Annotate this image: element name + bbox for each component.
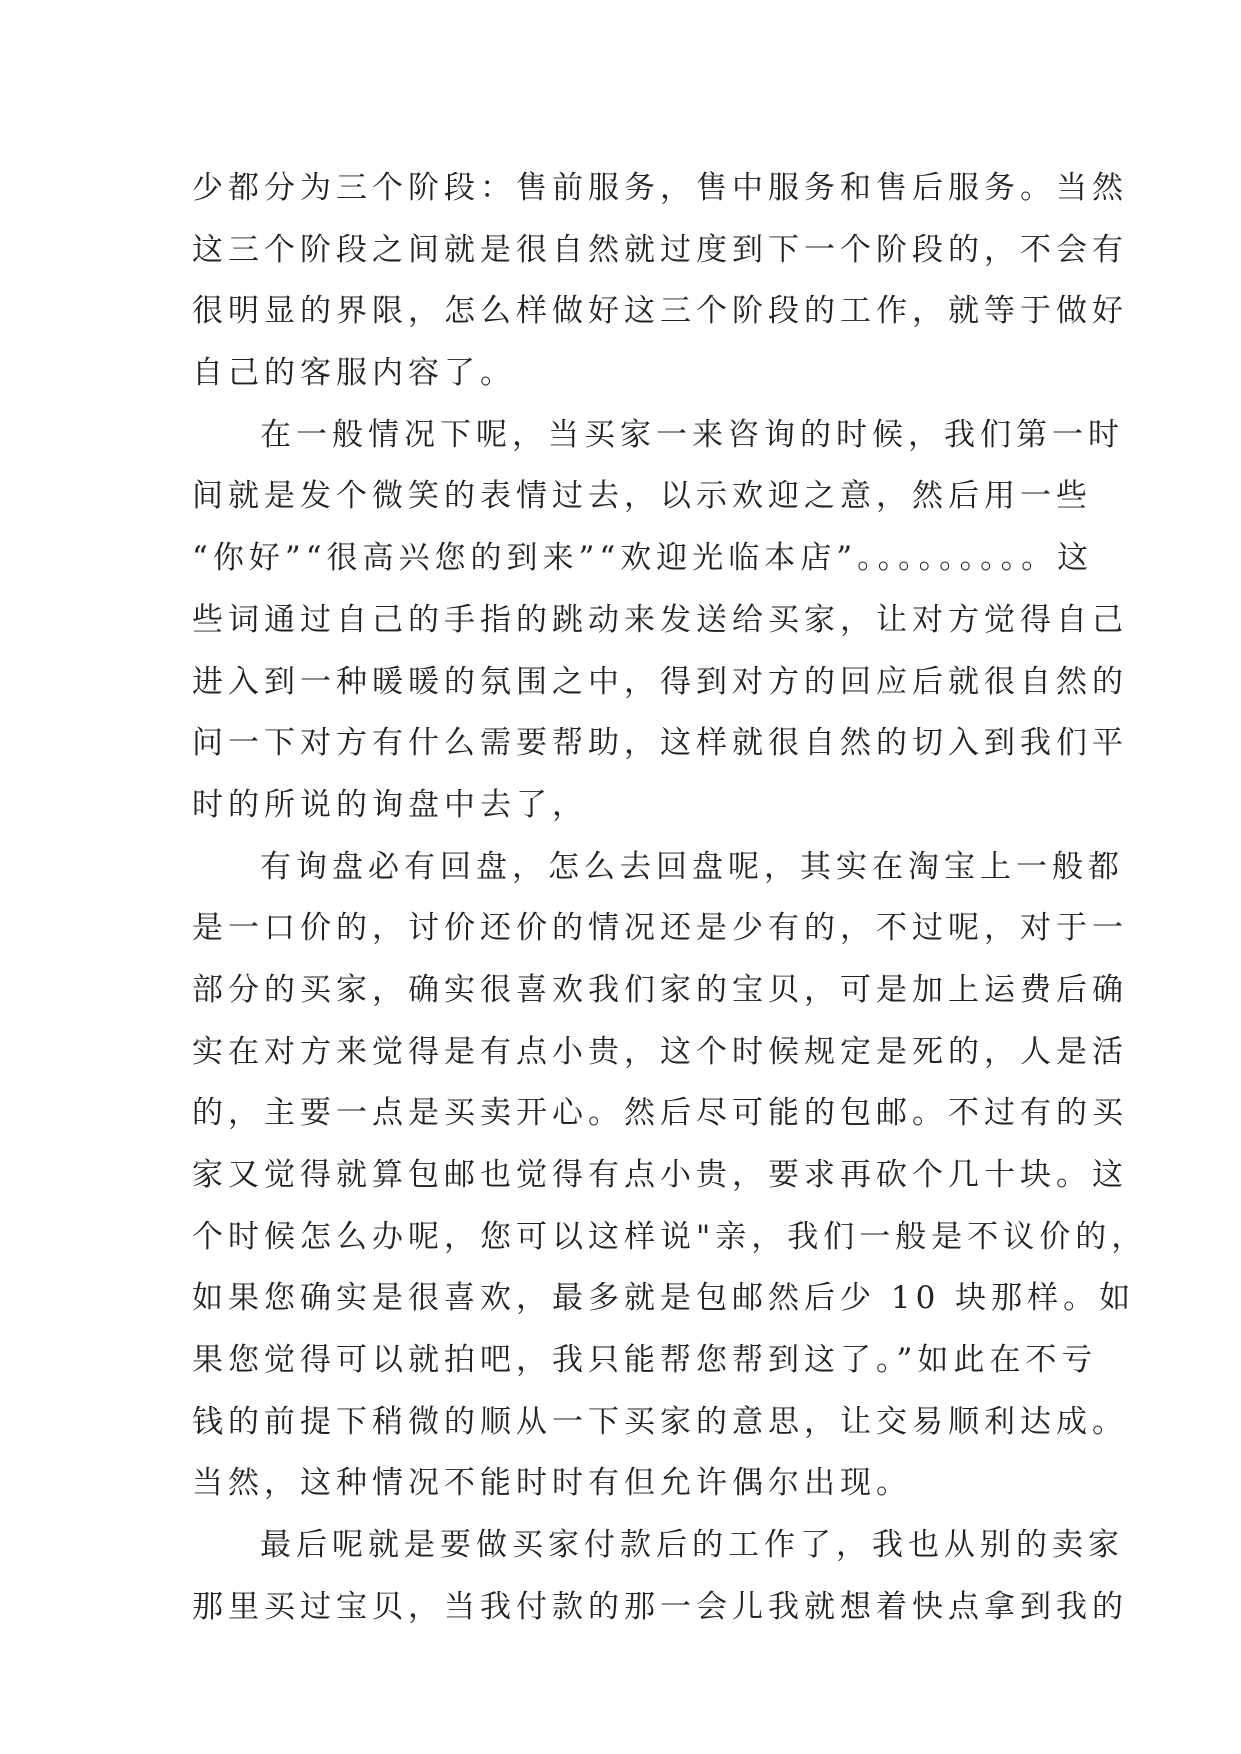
- text-line: 问一下对方有什么需要帮助，这样就很自然的切入到我们平: [192, 725, 1128, 762]
- text-line: “你好”“很高兴您的到来”“欢迎光临本店”。。。。。。。。。这: [192, 540, 1094, 577]
- text-line: 时的所说的询盘中去了，: [192, 786, 588, 823]
- text-line: 间就是发个微笑的表情过去，以示欢迎之意，然后用一些: [192, 478, 1092, 515]
- text-line: 少都分为三个阶段：售前服务，售中服务和售后服务。当然: [192, 170, 1128, 206]
- text-line: 这三个阶段之间就是很自然就过度到下一个阶段的，不会有: [192, 231, 1128, 268]
- text-line: 家又觉得就算包邮也觉得有点小贵，要求再砍个几十块。这: [192, 1157, 1128, 1193]
- text-line: 进入到一种暖暖的氛围之中，得到对方的回应后就很自然的: [192, 663, 1128, 700]
- text-line: 实在对方来觉得是有点小贵，这个时候规定是死的，人是活: [192, 1033, 1128, 1070]
- text-line: 个时候怎么办呢，您可以这样说"亲，我们一般是不议价的，: [192, 1218, 1148, 1255]
- paragraph-first-line: 在一般情况下呢，当买家一来咨询的时候，我们第一时: [260, 416, 1124, 453]
- text-line: 的，主要一点是买卖开心。然后尽可能的包邮。不过有的买: [192, 1095, 1128, 1132]
- text-line: 很明显的界限，怎么样做好这三个阶段的工作，就等于做好: [192, 293, 1128, 330]
- text-line: 钱的前提下稍微的顺从一下买家的意思，让交易顺利达成。: [192, 1403, 1128, 1440]
- text-line: 如果您确实是很喜欢，最多就是包邮然后少 10 块那样。如: [192, 1280, 1136, 1317]
- paragraph-first-line: 有询盘必有回盘，怎么去回盘呢，其实在淘宝上一般都: [260, 848, 1124, 885]
- text-line: 部分的买家，确实很喜欢我们家的宝贝，可是加上运费后确: [192, 971, 1128, 1008]
- paragraph-first-line: 最后呢就是要做买家付款后的工作了，我也从别的卖家: [260, 1527, 1124, 1564]
- text-line: 那里买过宝贝，当我付款的那一会儿我就想着快点拿到我的: [192, 1588, 1128, 1625]
- text-line: 自己的客服内容了。: [192, 355, 516, 392]
- text-line: 果您觉得可以就拍吧，我只能帮您帮到这了。”如此在不亏: [192, 1342, 1098, 1379]
- text-line: 是一口价的，讨价还价的情况还是少有的，不过呢，对于一: [192, 910, 1128, 947]
- text-line: 当然，这种情况不能时时有但允许偶尔出现。: [192, 1465, 912, 1502]
- text-line: 些词通过自己的手指的跳动来发送给买家，让对方觉得自己: [192, 601, 1128, 638]
- document-body: [192, 158, 1148, 1639]
